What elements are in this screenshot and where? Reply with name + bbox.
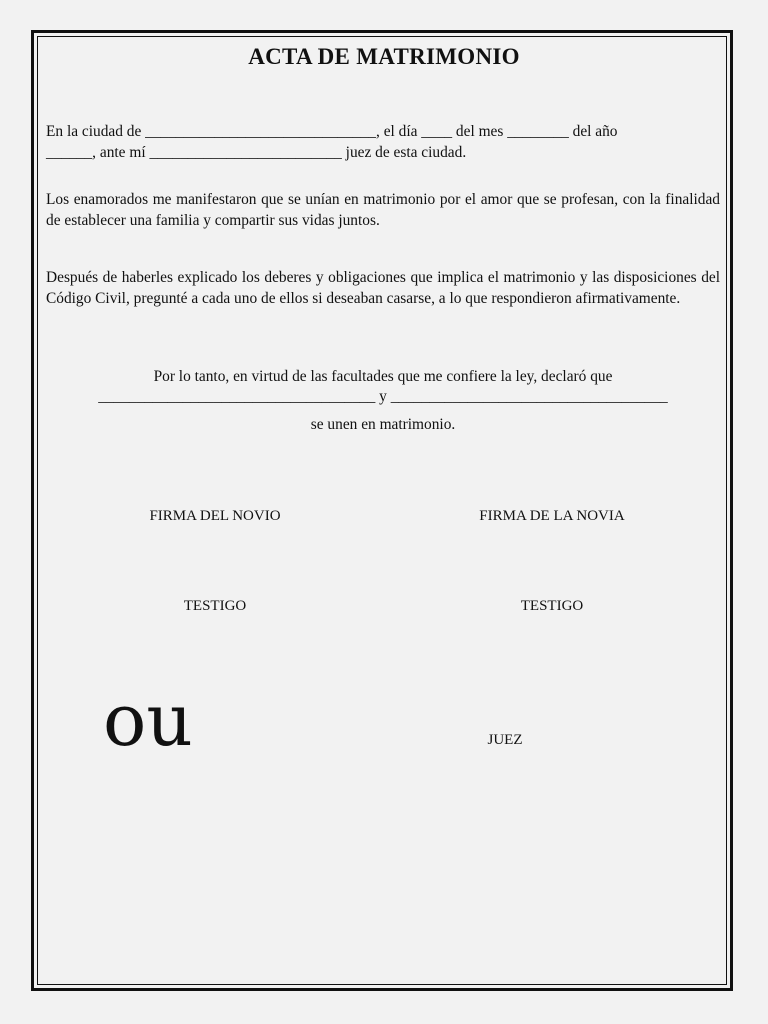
groom-signature-label: FIRMA DEL NOVIO <box>149 508 281 524</box>
witness-left-label: TESTIGO <box>183 598 247 614</box>
declaration-names-line: ____________________________________ y ____________________________________ <box>98 388 668 405</box>
location-date-line-1: En la ciudad de ______________________________, el día ____ del mes ________ del año <box>46 123 618 140</box>
bride-signature-label: FIRMA DE LA NOVIA <box>479 508 625 524</box>
judge-signature-label: JUEZ <box>487 732 523 748</box>
witness-right-label: TESTIGO <box>520 598 584 614</box>
watermark-mark: ou <box>103 678 193 762</box>
paragraph-location-date <box>46 122 720 163</box>
document-title: ACTA DE MATRIMONIO <box>248 44 520 69</box>
declaration-line-1: Por lo tanto, en virtud de las facultades que me confiere la ley, declaró que <box>153 368 613 385</box>
paragraph-explanation: Después de haberles explicado los deberes y obligaciones que implica el matrimonio y las disposiciones del Código Civil, pregunté a cada uno de ellos si deseaban casarse, a lo que respondieron afirmativamente. <box>46 269 720 307</box>
declaration-line-3: se unen en matrimonio. <box>310 416 456 433</box>
paragraph-intent: Los enamorados me manifestaron que se unían en matrimonio por el amor que se profesan, con la finalidad de establecer una familia y compartir sus vidas juntos. <box>46 191 720 229</box>
location-date-line-2: ______, ante mí _________________________ juez de esta ciudad. <box>46 143 467 161</box>
